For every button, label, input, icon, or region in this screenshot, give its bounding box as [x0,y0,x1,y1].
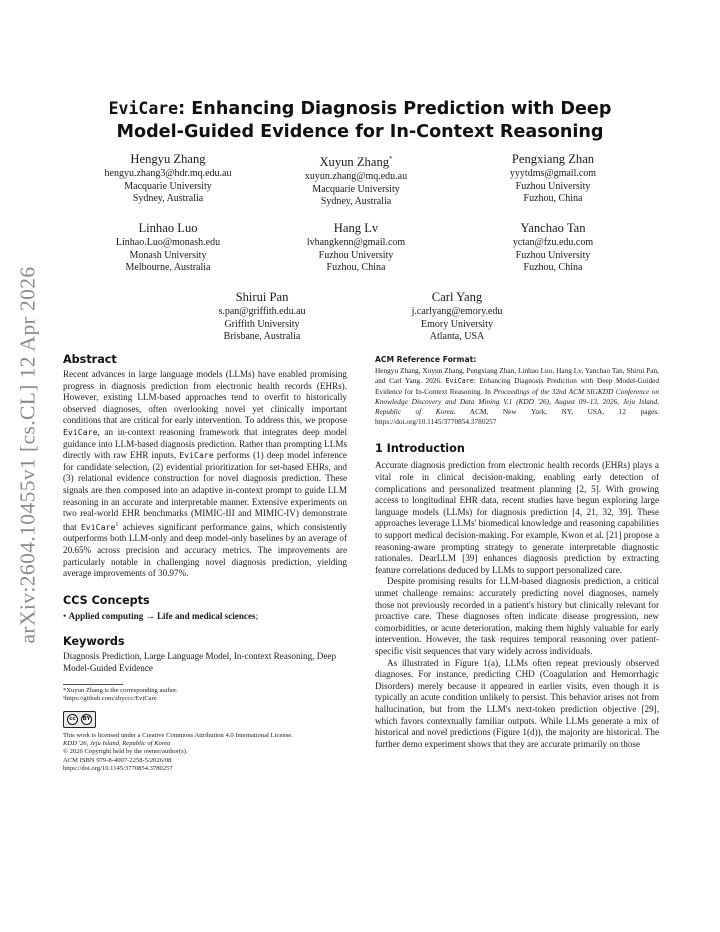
license-line: This work is licensed under a Creative Commons Attribution 4.0 International License. [63,731,293,739]
footnote-mark: 1 [115,521,119,528]
paper-title [60,97,660,144]
author-location: Sydney, Australia [320,196,392,208]
author-location: Melbourne, Australia [125,262,211,274]
title-line2: Model-Guided Evidence for In-Context Reasoning [116,122,604,142]
author-affiliation: Macquarie University [312,183,400,195]
author-location: Fuzhou, China [523,262,583,274]
author-location: Atlanta, USA [429,331,485,343]
arxiv-stamp [6,260,50,650]
author-name: Yanchao Tan [520,221,586,235]
acm-ref-title: : Enhancing Diagnosis Prediction with Deep Model-Guided Evidence for In-Context Reasoning. In [375,375,659,396]
author-email: hengyu.zhang3@hdr.mq.edu.au [104,168,232,179]
author-location: Fuzhou, China [523,193,583,205]
ccs-concepts [63,611,347,623]
author-block [256,221,456,275]
author-email: Linhao.Luo@monash.edu [115,237,221,248]
author-email: s.pan@griffith.edu.au [218,306,306,317]
author-location: Sydney, Australia [132,193,204,205]
footnote-rule [63,684,123,685]
introduction-heading: 1 Introduction [375,442,465,456]
abstract-part: Recent advances in large language models (LLMs) have enabled promising progress in diagnosis prediction from electronic health records (EHRs). However, existing LLM-based approaches tend to overfit to historically observed diagnoses, often overlooking novel yet clinically important conditions that are critical for early intervention. To address this, we propose [63,369,347,426]
acm-ref-tail: ACM, New York, NY, USA, 12 pages. https://doi.org/10.1145/3770854.3780257 [375,406,659,426]
keywords-text: Diagnosis Prediction, Large Language Model, In-context Reasoning, Deep Model-Guided Evidence [63,651,337,673]
author-block [453,152,653,206]
system-name-inline: EviCare [63,426,98,437]
author-block [162,290,362,344]
system-name-inline: EviCare [179,450,214,461]
author-name: Hengyu Zhang [130,152,206,166]
ccs-suffix: ; [255,610,259,621]
footnote-github: ¹https://github.com/zhyccc/EviCare [63,694,157,702]
acm-reference-text [375,366,659,426]
abstract-text [63,369,347,580]
author-location: Brisbane, Australia [223,331,301,343]
acm-reference-heading: ACM Reference Format: [375,355,477,364]
copyright-line: © 2026 Copyright held by the owner/author(s). [63,748,188,756]
acm-ref-venue: Proceedings of the 32nd ACM SIGKDD Conference on Knowledge Discovery and Data Mining V.1 (KDD '26), August 09–13, 2026, Jeju Island, Republic of Korea. [375,386,659,416]
ccs-bullet: • [63,610,67,621]
isbn-line: ACM ISBN 979-8-4007-2258-5/2026/08 [63,756,172,764]
author-name: Xuyun Zhang [319,155,390,170]
author-affiliation: Fuzhou University [515,180,591,192]
author-affiliation: Fuzhou University [318,249,394,261]
author-name: Pengxiang Zhan [511,152,595,166]
author-name: Linhao Luo [138,221,198,235]
author-affiliation: Macquarie University [124,180,212,192]
author-affiliation: Emory University [421,318,493,330]
title-system-name: EviCare [108,99,179,118]
author-affiliation: Monash University [129,249,207,261]
cc-by-badge [63,711,347,728]
ccs-arrow: → [145,610,155,621]
author-block [68,152,268,206]
by-icon: BY [81,714,92,725]
author-block [256,152,456,209]
author-email: lvhangkenn@gmail.com [306,237,406,248]
abstract-part: , an in-context reasoning framework that integrates deep model guidance into LLM-based diagnosis prediction. Rather than prompting LLMs directly with raw EHR inputs, [63,426,347,461]
author-block [357,290,557,344]
title-line1: : Enhancing Diagnosis Prediction with Deep [178,99,612,119]
author-name: Shirui Pan [235,290,289,304]
cc-license-icon [63,711,96,728]
left-column [63,353,347,773]
right-column [375,355,659,750]
intro-paragraph-3: As illustrated in Figure 1(a), LLMs often repeat previously observed diagnoses. For instance, predicting CHD (Coagulation and Hemorrhagic Disorders) merely because it appeared in earlier visits, even though it is typically an acute condition unlikely to persist. This behavior arises not from hallucination, but from the LLM's next-token prediction objective [29], which favors contextually familiar outputs. While LLMs generate a mix of historical and novel predictions (Figure 1(d)), the majority are historical. The further demo experiment shows that they are accurate primarily on those [375,657,659,749]
ccs-concept: Applied computing [68,610,144,621]
author-affiliation: Fuzhou University [515,249,591,261]
system-name-inline: EviCare [80,521,116,532]
author-email: j.carlyang@emory.edu [411,306,503,317]
author-name: Hang Lv [333,221,379,235]
author-email: yctan@fzu.edu.com [512,237,594,248]
abstract-heading: Abstract [63,353,117,366]
author-email: xuyun.zhang@mq.edu.au [304,171,408,183]
author-location: Fuzhou, China [326,262,386,274]
author-block [68,221,268,275]
author-email: yyytdms@gmail.com [509,168,597,179]
intro-paragraph-2: Despite promising results for LLM-based diagnosis prediction, a critical unmet challenge remains: accurately predicting novel diagnoses, namely those not previously recorded in a patient's history but clinically relevant for proactive care. These diagnoses often indicate disease progression, new comorbidities, or acute deterioration, making them highly valuable for early intervention. However, the task requires temporal reasoning over patient-specific visit sequences that vary widely across individuals. [375,576,659,656]
author-name: Carl Yang [431,290,483,304]
ccs-subconcept: Life and medical sciences [156,610,256,621]
keywords-heading: Keywords [63,635,125,649]
cc-icon: cc [67,714,78,725]
footnote-corresponding: *Xuyun Zhang is the corresponding author. [63,686,178,694]
ccs-heading: CCS Concepts [63,593,150,607]
author-affiliation: Griffith University [224,318,300,330]
acm-ref-authors: Hengyu Zhang, Xuyun Zhang, Pengxiang Zhan, Linhao Luo, Hang Lv, Yanchao Tan, Shirui Pan, and Carl Yang. 2026. [375,366,659,385]
system-name-inline: EviCare [445,376,474,385]
abstract-part: achieves significant performance gains, which consistently outperforms both LLM-only and deep model-only baselines by an average of 20.65% across precision and accuracy metrics. The improvements are particularly notable in challenging novel diagnosis prediction, yielding average improvements of 30.97%. [63,521,347,579]
arxiv-id: arXiv:2604.10455v1 [cs.CL] 12 Apr 2026 [15,266,40,644]
conference-line: KDD '26, Jeju Island, Republic of Korea [63,740,171,748]
intro-paragraph-1: Accurate diagnosis prediction from electronic health records (EHRs) plays a vital role in clinical decision-making, enabling early detection of complications and personalized treatment planning [2, 5]. With growing access to longitudinal EHR data, recent studies have begun exploring large language models (LLMs) for diagnosis prediction [4, 21, 32, 39]. These approaches leverage LLMs' biomedical knowledge and reasoning capabilities to support medical decision-making. For example, Kwon et al. [21] propose a reasoning-aware prompting strategy to generate interpretable diagnostic rationales. DearLLM [39] enhances diagnosis prediction by extracting feature correlations deduced by LLMs to support personalized care. [375,460,659,575]
corresponding-mark: * [389,155,393,163]
abstract-part: performs (1) deep model inference for candidate selection, (2) evidential prioritization for set-based EHRs, and (3) relational evidence construction for novel diagnosis prediction. These signals are then composed into an adaptive in-context prompt to guide LLM reasoning in an accurate and interpretable manner. Extensive experiments on two real-world EHR benchmarks (MIMIC-III and MIMIC-IV) demonstrate that [63,450,347,532]
doi-line: https://doi.org/10.1145/3770854.3780257 [63,764,173,772]
author-block [453,221,653,275]
